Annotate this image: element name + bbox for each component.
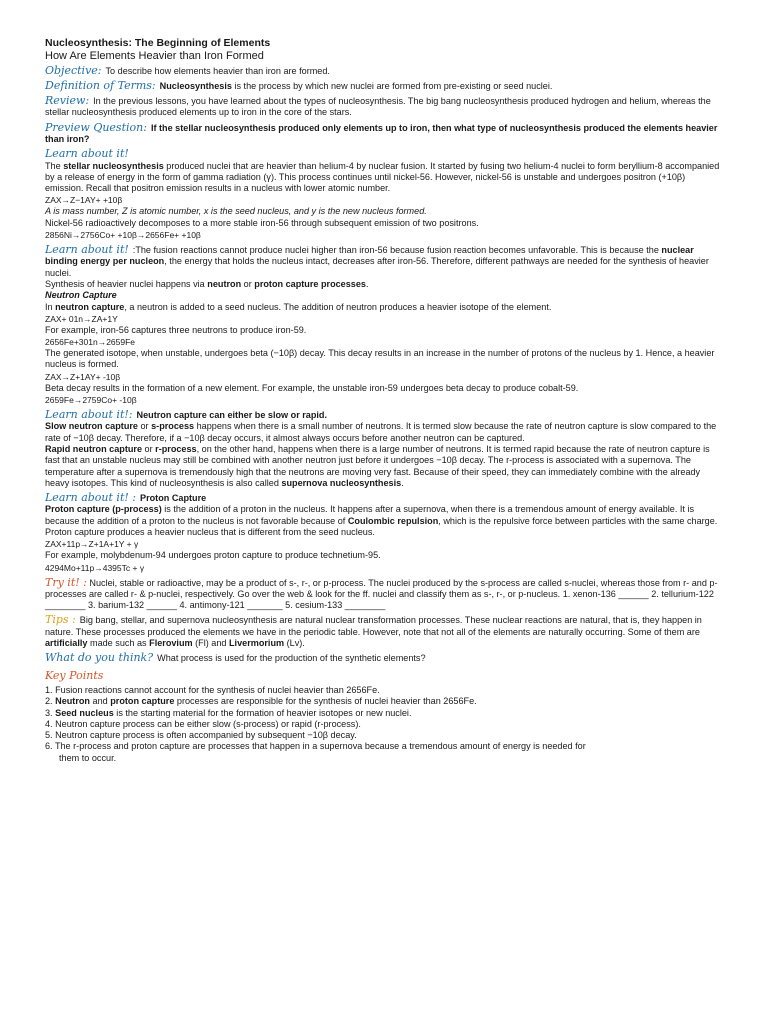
review-section	[45, 95, 725, 119]
neutron-capture-p2: For example, iron-56 captures three neutrons to produce iron-59.	[45, 324, 307, 335]
learn1-p1: The stellar nucleosynthesis produced nuclei that are heavier than helium-4 by nuclear fusion. It started by fusing two helium-4 nuclei to form beryllium-8 accompanied by a release of energy in the form of gamma radiation (γ). This process continues until nickel-56. However, nickel-56 is unstable and undergoes positron (+10β) emission. Recall that positron emission results in a nucleus with lower atomic number.	[45, 160, 720, 194]
learn2-label: Learn about it!	[45, 243, 129, 257]
proton-capture-p1: Proton capture (p-process) is the addition of a proton in the nucleus. It happens after a supernova, when there is a tremendous amount of energy available. It is because the addition of a proton to the nucleus is not favorable because of Coulombic repulsion, which is the repulsive force between particles with the same charge.	[45, 504, 718, 526]
learn4-heading: Proton Capture	[140, 493, 207, 504]
equation-iron-beta: 2659Fe→2759Co+ -10β	[45, 395, 137, 406]
preview-section	[45, 122, 725, 146]
tryit-label: Try it! :	[45, 575, 87, 589]
slow-capture-paragraph: Slow neutron capture or s-process happens when there is a small number of neutrons. It is termed slow because the rate of neutron capture is slow compared to the rate of −10β decay. Therefore, if a −10β decay occurs, it almost always occurs before another neutron can be captured.	[45, 421, 717, 443]
learn3-label: Learn about it!:	[45, 408, 133, 422]
list-item: 2. Neutron and proton capture processes are responsible for the synthesis of nuclei heavier than 2656Fe.	[45, 696, 477, 707]
worksheet-page	[45, 37, 725, 764]
definition-text: is the process by which new nuclei are formed from pre-existing or seed nuclei.	[231, 80, 553, 91]
neutron-capture-p3: The generated isotope, when unstable, undergoes beta (−10β) decay. This decay results in an increase in the number of protons of the nucleus by 1. Hence, a heavier nucleus is formed.	[45, 348, 715, 370]
equation-molybdenum: 4294Mo+11p→4395Tc + γ	[45, 562, 145, 573]
equation-positron-emission: ZAX→Z−1AY+ +10β	[45, 195, 123, 206]
equation-beta-decay: ZAX→Z+1AY+ -10β	[45, 371, 121, 382]
definition-label: Definition of Terms:	[45, 78, 156, 92]
equation-proton-capture: ZAX+11p→Z+1A+1Y + γ	[45, 539, 139, 550]
definition-section	[45, 80, 725, 92]
list-item: 5. Neutron capture process is often accompanied by subsequent −10β decay.	[45, 730, 357, 741]
think-text: What process is used for the production of the synthetic elements?	[157, 653, 426, 664]
learn4-label: Learn about it! :	[45, 491, 136, 505]
tryit-text: Nuclei, stable or radioactive, may be a product of s-, r-, or p-process. The nuclei produced by the s-process are called s-nuclei, whereas those from r- and p-processes are called r- & p-nuclei, respectively. Go over the web & look for the ff. nuclei and classify them as s-, r-, or p-nucleus. 1. xenon-136 ______ 2. tellurium-122 ________ 3. barium-132 ______ 4. antimony-121 _______ 5. cesium-133 ________	[45, 577, 718, 611]
equation-nickel-decay: 2856Ni→2756Co+ +10β→2656Fe+ +10β	[45, 230, 201, 241]
keypoints-list	[45, 685, 725, 764]
proton-capture-p2: Proton capture produces a heavier nucleus that is different from the seed nucleus.	[45, 527, 375, 537]
learn1-label: Learn about it!	[45, 147, 129, 161]
tryit-section	[45, 577, 725, 612]
equation-note: A is mass number, Z is atomic number, x is the seed nucleus, and y is the new nucleus formed.	[45, 206, 427, 217]
tips-label: Tips :	[45, 613, 76, 627]
neutron-capture-heading: Neutron Capture	[45, 290, 117, 301]
learn2-section: Learn about it! :The fusion reactions cannot produce nuclei higher than iron-56 because fusion reaction becomes unfavorable. This is because the nuclear binding energy per nucleon, the energy that holds the nucleus intact, decreases after iron-56. Therefore, different pathways are needed for the synthesis of heavier nuclei.	[45, 243, 709, 278]
learn3-section	[45, 409, 725, 421]
list-item: them to occur.	[59, 752, 117, 763]
learn4-section	[45, 492, 725, 504]
proton-capture-p3: For example, molybdenum-94 undergoes proton capture to produce technetium-95.	[45, 550, 381, 561]
learn1-header	[45, 148, 725, 160]
think-label: What do you think?	[45, 651, 154, 665]
page-subtitle: How Are Elements Heavier than Iron Formed	[45, 49, 264, 62]
learn2-p2: Synthesis of heavier nuclei happens via neutron or proton capture processes.	[45, 278, 369, 289]
keypoints-header	[45, 670, 725, 682]
neutron-capture-p1: In neutron capture, a neutron is added to a seed nucleus. The addition of neutron produces a heavier isotope of the element.	[45, 301, 552, 312]
objective-label: Objective:	[45, 63, 102, 77]
equation-neutron-capture: ZAX+ 01n→ZA+1Y	[45, 313, 118, 324]
learn1-p2: Nickel-56 radioactively decomposes to a more stable iron-56 through subsequent emission of two positrons.	[45, 217, 479, 228]
preview-label: Preview Question:	[45, 120, 147, 134]
learn3-heading: Neutron capture can either be slow or rapid.	[136, 410, 328, 421]
equation-iron-capture: 2656Fe+301n→2659Fe	[45, 337, 136, 348]
keypoints-label: Key Points	[45, 668, 104, 682]
list-item: 4. Neutron capture process can be either slow (s-process) or rapid (r-process).	[45, 718, 361, 729]
review-text: In the previous lessons, you have learned about the types of nucleosynthesis. The big bang nucleosynthesis produced hydrogen and helium, whereas the stellar nucleosynthesis produced elements up to iron in the core of the stars.	[45, 96, 711, 118]
preview-text: If the stellar nucleosynthesis produced only elements up to iron, then what type of nucleosynthesis produced the elements heavier than iron?	[45, 122, 718, 144]
list-item: 6. The r-process and proton capture are processes that happen in a supernova because a tremendous amount of energy is needed for	[45, 741, 586, 752]
definition-term: Nucleosynthesis	[159, 80, 232, 91]
neutron-capture-p4: Beta decay results in the formation of a new element. For example, the unstable iron-59 undergoes beta decay to produce cobalt-59.	[45, 382, 579, 393]
think-section	[45, 652, 725, 664]
tips-section: Tips : Big bang, stellar, and supernova nucleosynthesis are natural nuclear transformation processes. These nuclear reactions are natural, that is, they happen in nature. These processes produced the elements we have in the periodic table. However, note that not all of the elements are naturally occurring. Some of them are artificially made such as Flerovium (Fl) and Livermorium (Lv).	[45, 613, 702, 649]
review-label: Review:	[45, 94, 90, 108]
list-item: 1. Fusion reactions cannot account for the synthesis of nuclei heavier than 2656Fe.	[45, 684, 380, 695]
page-title: Nucleosynthesis: The Beginning of Elements	[45, 37, 271, 49]
rapid-capture-paragraph: Rapid neutron capture or r-process, on the other hand, happens when there is a large number of neutrons. It is termed rapid because the rate of neutron capture is fast that an unstable nucleus may still be combined with another neutron just before it undergoes −10β decay. The r-process is associated with a supernova. The temperature after a supernova is tremendously high that the neutrons are moving very fast. Because of their speed, they can immediately combine with the already heavy isotopes. This kind of nucleosynthesis is also called supernova nucleosynthesis.	[45, 443, 710, 488]
list-item: 3. Seed nucleus is the starting material for the formation of heavier isotopes or new nuclei.	[45, 707, 412, 718]
objective-text: To describe how elements heavier than iron are formed.	[105, 65, 330, 76]
objective-section	[45, 65, 725, 77]
